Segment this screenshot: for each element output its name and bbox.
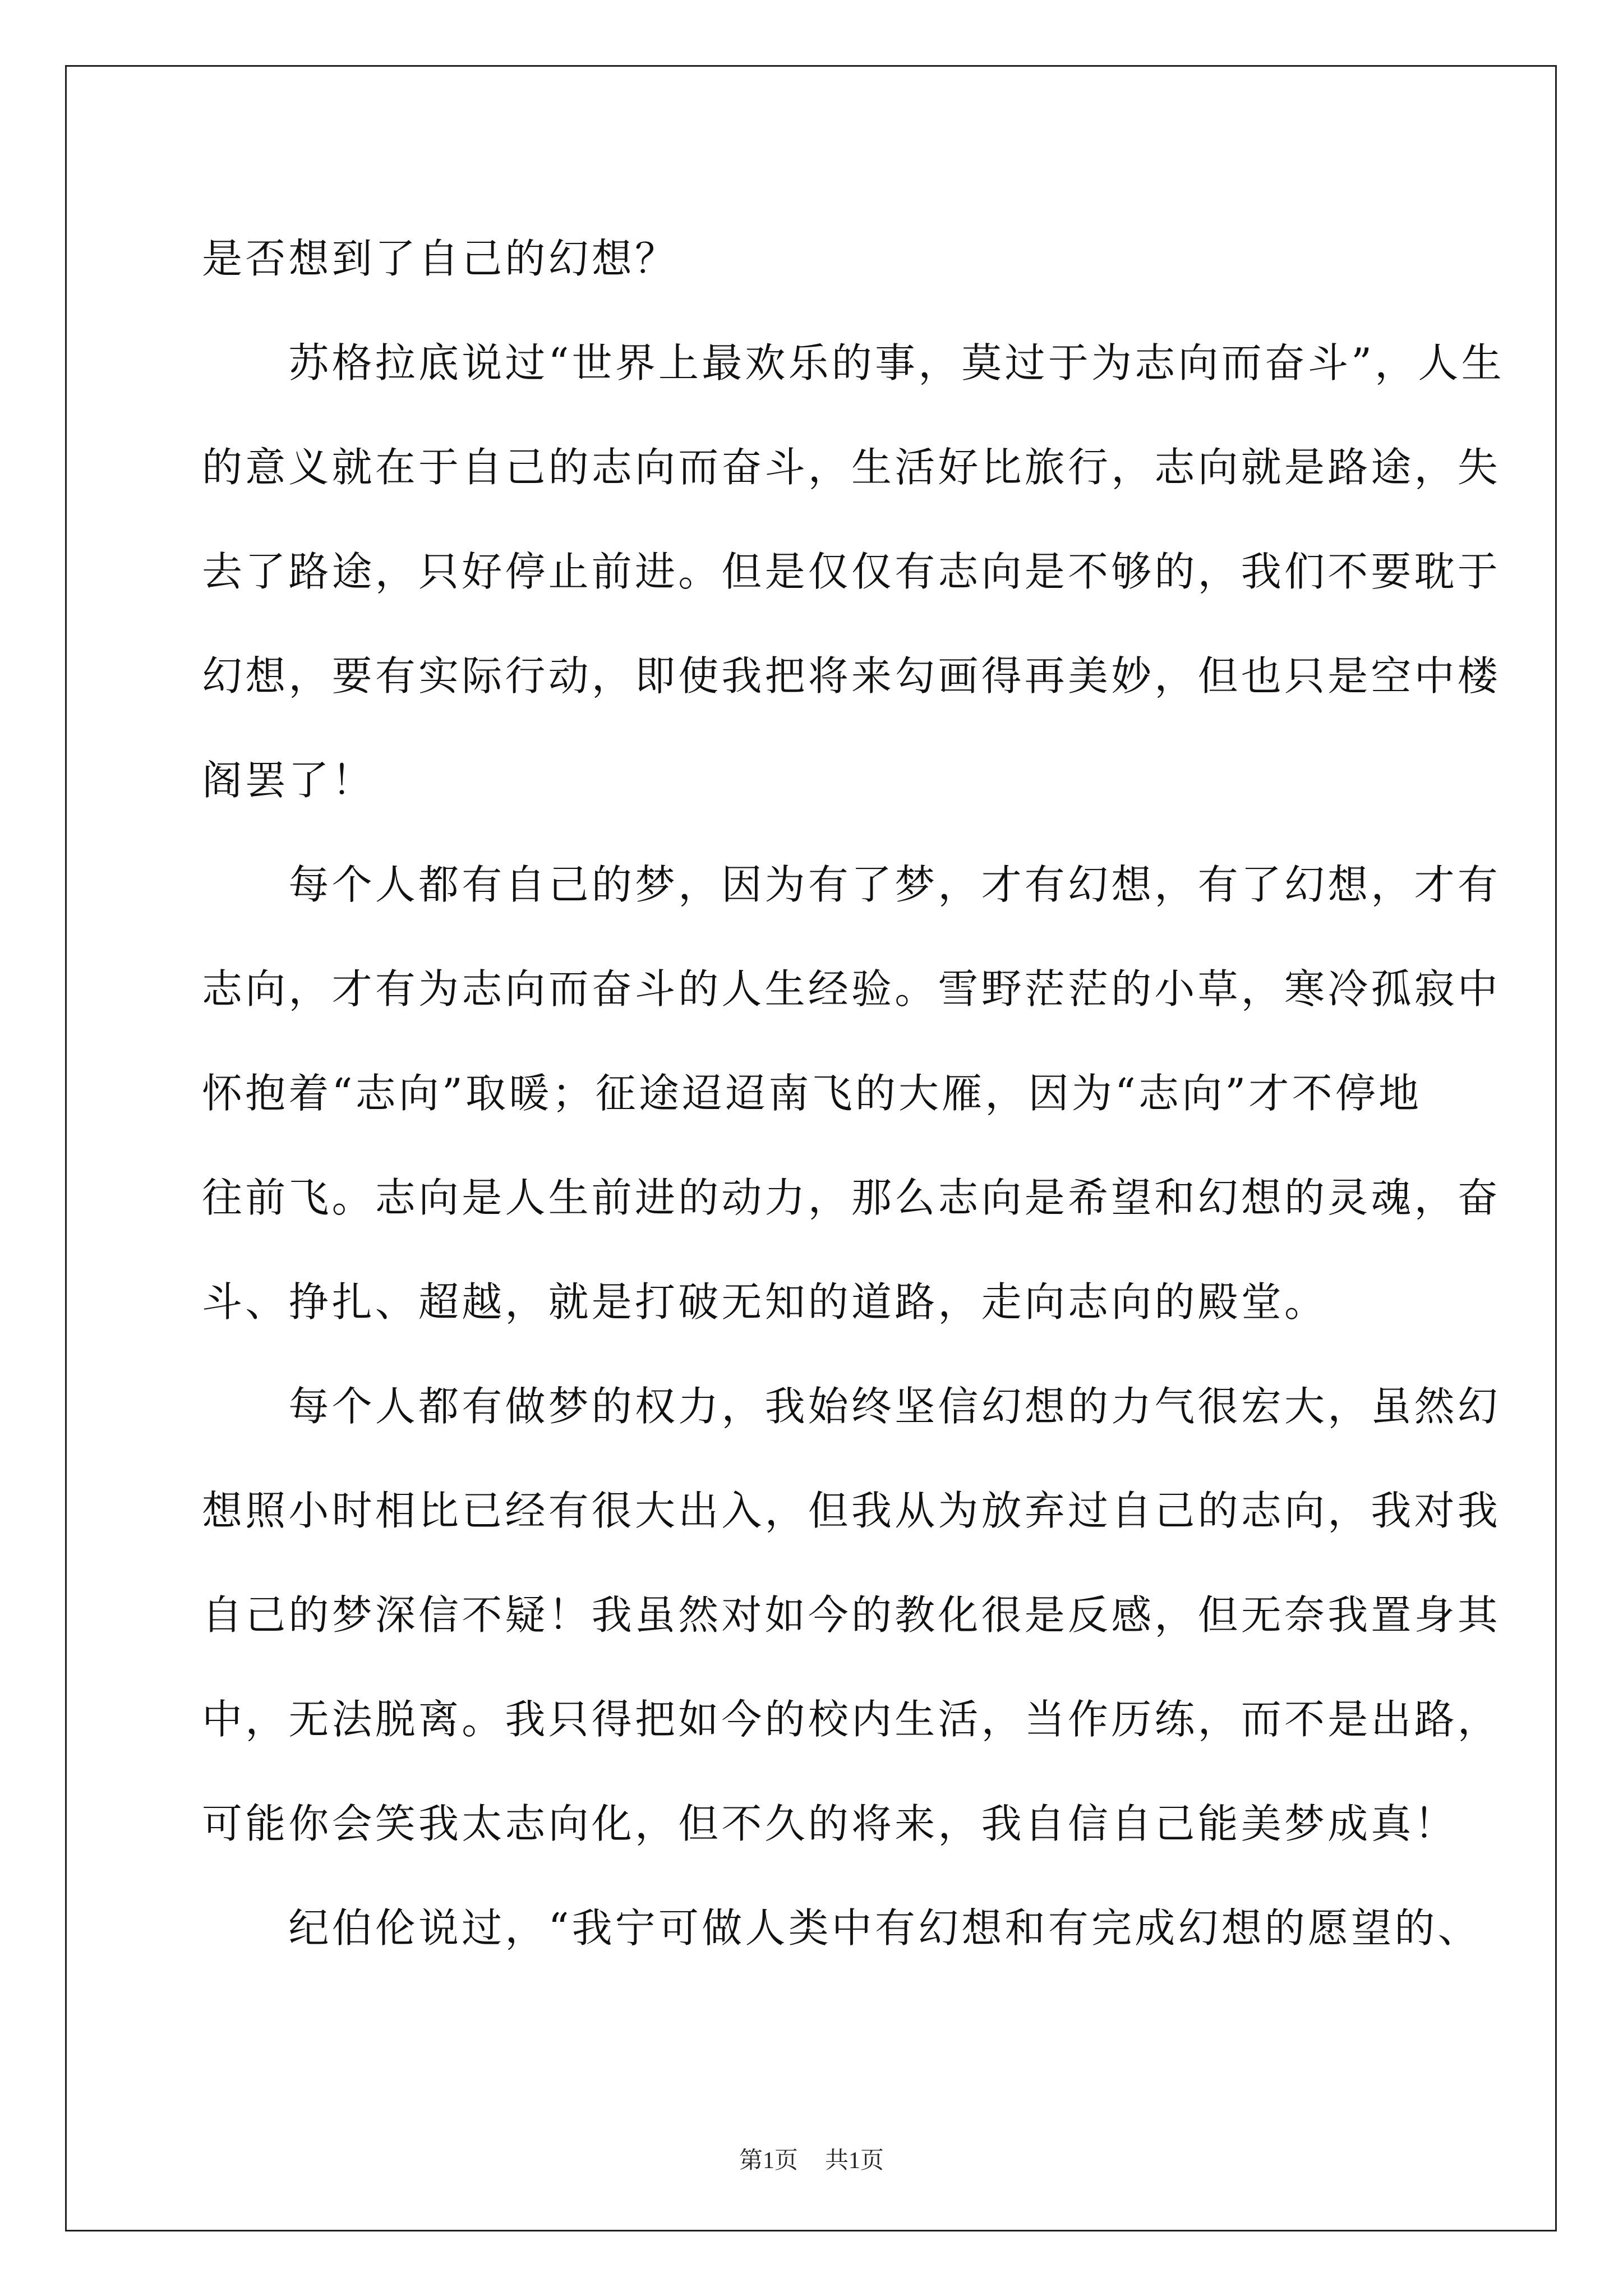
page-footer — [0, 2144, 1623, 2178]
text-line: 幻想，要有实际行动，即使我把将来勾画得再美妙，但也只是空中楼 — [202, 652, 1501, 700]
text-line: 往前飞。志向是人生前进的动力，那么志向是希望和幻想的灵魂，奋 — [202, 1174, 1501, 1221]
text-line: 是否想到了自己的幻想？ — [202, 235, 679, 282]
text-line: 每个人都有做梦的权力，我始终坚信幻想的力气很宏大，虽然幻 — [202, 1383, 1501, 1430]
text-line: 去了路途，只好停止前进。但是仅仅有志向是不够的，我们不要耽于 — [202, 548, 1501, 595]
text-line: 想照小时相比已经有很大出入，但我从为放弃过自己的志向，我对我 — [202, 1487, 1501, 1534]
text-line: 纪伯伦说过，“我宁可做人类中有幻想和有完成幻想的愿望的、 — [202, 1904, 1481, 1952]
text-line: 自己的梦深信不疑！我虽然对如今的教化很是反感，但无奈我置身其 — [202, 1591, 1501, 1639]
text-line: 志向，才有为志向而奋斗的人生经验。雪野茫茫的小草，寒冷孤寂中 — [202, 965, 1501, 1013]
text-line: 苏格拉底说过“世界上最欢乐的事，莫过于为志向而奋斗”，人生 — [202, 339, 1505, 386]
text-line: 可能你会笑我太志向化，但不久的将来，我自信自己能美梦成真！ — [202, 1800, 1458, 1847]
text-line: 每个人都有自己的梦，因为有了梦，才有幻想，有了幻想，才有 — [202, 861, 1501, 908]
document-body — [202, 206, 1505, 1980]
text-line: 斗、挣扎、超越，就是打破无知的道路，走向志向的殿堂。 — [202, 1278, 1328, 1326]
text-line: 阁罢了！ — [202, 757, 375, 804]
text-line: 怀抱着“志向”取暖；征途迢迢南飞的大雁，因为“志向”才不停地 — [202, 1070, 1422, 1117]
page-number: 第1页 — [739, 2148, 798, 2174]
text-line: 中，无法脱离。我只得把如今的校内生活，当作历练，而不是出路， — [202, 1696, 1501, 1743]
text-line: 的意义就在于自己的志向而奋斗，生活好比旅行，志向就是路途，失 — [202, 444, 1501, 491]
page-count: 共1页 — [825, 2148, 884, 2174]
